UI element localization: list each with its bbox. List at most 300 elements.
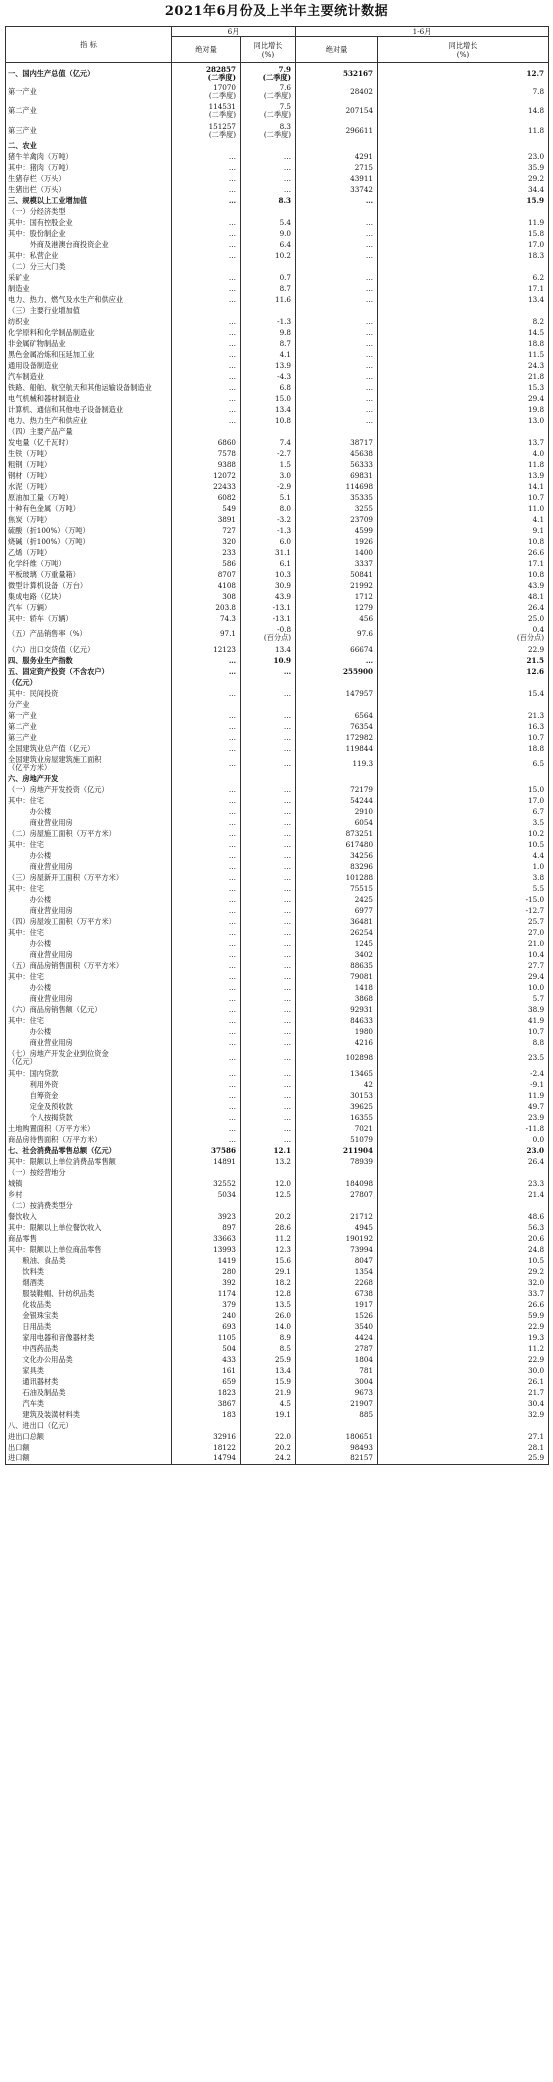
- h1-growth-value: 14.5: [528, 328, 545, 337]
- month-growth-value: 11.2: [275, 1233, 292, 1243]
- month-growth-value-cell: [241, 655, 296, 666]
- row-label: （六）出口交货值（亿元）: [8, 644, 95, 654]
- month-growth-value: …: [283, 758, 292, 768]
- h1-growth-value-cell: [378, 710, 549, 721]
- table-row: [6, 1027, 549, 1038]
- month-growth-value: 28.6: [275, 1222, 292, 1232]
- month-absolute-value-cell: [172, 1431, 241, 1442]
- row-label-cell: [6, 449, 172, 460]
- row-label-cell: [6, 262, 172, 273]
- table-row: [6, 1049, 549, 1069]
- h1-growth-value-cell: [378, 1332, 549, 1343]
- table-row: [6, 196, 549, 207]
- month-growth-value-cell: [241, 950, 296, 961]
- row-label-cell: [6, 961, 172, 972]
- month-growth-value-cell: [241, 1420, 296, 1431]
- row-label-cell: [6, 1409, 172, 1420]
- month-absolute-value: …: [228, 284, 236, 293]
- table-row: [6, 449, 549, 460]
- month-growth-value: …: [283, 1112, 292, 1122]
- month-absolute-value-cell: [172, 1321, 241, 1332]
- h1-absolute-value-cell: [296, 1310, 378, 1321]
- month-growth-value: 20.2: [275, 1442, 292, 1452]
- h1-growth-value: 13.4: [528, 295, 545, 304]
- month-growth-value: 22.0: [275, 1431, 292, 1441]
- h1-absolute-value: 9673: [354, 1387, 374, 1397]
- month-absolute-value: …: [228, 163, 236, 172]
- month-absolute-value: 13993: [213, 1244, 236, 1254]
- month-growth-value: …: [283, 950, 292, 959]
- h1-growth-value-cell: [378, 537, 549, 548]
- h1-absolute-value-cell: [296, 383, 378, 394]
- h1-absolute-value-cell: [296, 1365, 378, 1376]
- h1-absolute-header: 绝对量: [296, 37, 378, 63]
- month-absolute-value: 17070: [213, 82, 236, 92]
- h1-absolute-value: …: [365, 372, 374, 381]
- h1-absolute-value-cell: [296, 361, 378, 372]
- table-row: [6, 328, 549, 339]
- table-row: [6, 460, 549, 471]
- month-growth-label: 同比增长: [253, 40, 283, 50]
- row-label-cell: [6, 862, 172, 873]
- month-growth-value-cell: [241, 1016, 296, 1027]
- month-header: 6月: [172, 27, 296, 37]
- month-growth-value-cell: [241, 1027, 296, 1038]
- month-absolute-value: 282857: [205, 64, 236, 74]
- month-absolute-value: …: [228, 405, 236, 414]
- table-row: [6, 983, 549, 994]
- month-absolute-value-cell: [172, 526, 241, 537]
- month-growth-value-cell: [241, 1387, 296, 1398]
- month-absolute-value-cell: [172, 273, 241, 284]
- h1-growth-value: 11.8: [528, 460, 545, 469]
- month-absolute-value-cell: [172, 862, 241, 873]
- h1-absolute-value-cell: [296, 1145, 378, 1156]
- month-growth-value-cell: [241, 438, 296, 449]
- h1-absolute-value: 617480: [345, 840, 374, 849]
- h1-absolute-value: …: [365, 328, 374, 337]
- month-absolute-value-cell: [172, 482, 241, 493]
- h1-absolute-value-cell: [296, 504, 378, 515]
- h1-absolute-value: …: [365, 383, 374, 392]
- h1-absolute-value: 92931: [350, 1005, 374, 1014]
- month-growth-value-cell: [241, 1266, 296, 1277]
- month-absolute-value: …: [228, 972, 236, 981]
- row-label: （七）房地产开发企业到位资金: [8, 1049, 109, 1059]
- row-label: 其中：轿车（万辆）: [8, 614, 73, 623]
- h1-absolute-value-cell: [296, 1321, 378, 1332]
- month-growth-value-cell: [241, 1112, 296, 1123]
- month-growth-value: -0.8: [277, 625, 292, 635]
- h1-absolute-value-cell: [296, 295, 378, 306]
- month-absolute-value: …: [228, 851, 236, 860]
- table-row: [6, 273, 549, 284]
- row-label-cell: [6, 655, 172, 666]
- month-growth-value: …: [283, 1016, 292, 1025]
- row-label-cell: [6, 82, 172, 102]
- table-row: [6, 928, 549, 939]
- month-growth-value: 9.8: [279, 328, 292, 337]
- month-growth-value-cell: [241, 1079, 296, 1090]
- month-growth-value: …: [283, 174, 292, 183]
- month-absolute-value: 897: [222, 1222, 236, 1232]
- h1-absolute-value-cell: [296, 950, 378, 961]
- month-growth-value: 8.7: [279, 339, 292, 348]
- month-absolute-value: …: [228, 939, 236, 948]
- row-label-cell: [6, 1016, 172, 1027]
- h1-absolute-value: …: [365, 196, 374, 205]
- table-row: [6, 1431, 549, 1442]
- month-growth-value-cell: [241, 1156, 296, 1167]
- h1-absolute-value: 23709: [350, 515, 374, 524]
- h1-growth-value: 59.9: [528, 1310, 545, 1320]
- table-row: [6, 666, 549, 677]
- h1-absolute-value-cell: [296, 1211, 378, 1222]
- month-absolute-value: 14891: [213, 1156, 236, 1166]
- h1-growth-value: 15.8: [528, 229, 545, 238]
- month-growth-value-cell: [241, 917, 296, 928]
- table-row: [6, 1442, 549, 1453]
- month-growth-value: …: [283, 732, 292, 742]
- month-absolute-value-cell: [172, 807, 241, 818]
- row-label: （三）主要行业增加值: [8, 306, 80, 315]
- month-growth-value-cell: [241, 306, 296, 317]
- h1-absolute-value: 51079: [350, 1134, 374, 1144]
- table-row: [6, 295, 549, 306]
- month-absolute-value-cell: [172, 1299, 241, 1310]
- h1-absolute-value-cell: [296, 449, 378, 460]
- h1-absolute-value: 54244: [350, 796, 374, 805]
- month-growth-value: …: [283, 152, 292, 161]
- month-growth-value-cell: [241, 163, 296, 174]
- h1-absolute-value-cell: [296, 1134, 378, 1145]
- h1-growth-value-cell: [378, 350, 549, 361]
- h1-absolute-value-cell: [296, 1255, 378, 1266]
- month-growth-value: …: [283, 1134, 292, 1144]
- row-label-cell: [6, 1365, 172, 1376]
- month-growth-value: 10.2: [275, 251, 292, 260]
- row-label: （四）房屋竣工面积（万平方米）: [8, 917, 116, 926]
- h1-absolute-value-cell: [296, 185, 378, 196]
- row-label: 商业营业用房: [8, 862, 73, 871]
- month-growth-value: …: [283, 163, 292, 172]
- month-absolute-value: …: [228, 1079, 236, 1089]
- month-absolute-value-cell: [172, 240, 241, 251]
- row-label: 汽车制造业: [8, 372, 44, 381]
- month-absolute-value-cell: [172, 666, 241, 677]
- row-label: 其中：民间投资: [8, 688, 59, 698]
- row-label-cell: [6, 196, 172, 207]
- month-growth-value: 21.9: [275, 1387, 292, 1397]
- month-absolute-value: 1823: [217, 1387, 236, 1397]
- h1-growth-value-cell: [378, 163, 549, 174]
- table-row: [6, 1167, 549, 1178]
- h1-growth-value: 33.7: [528, 1288, 545, 1298]
- h1-absolute-value-cell: [296, 1200, 378, 1211]
- month-growth-value: …: [283, 961, 292, 970]
- h1-growth-value: 19.3: [528, 1332, 545, 1342]
- row-label-cell: [6, 493, 172, 504]
- month-absolute-value: 12072: [213, 471, 236, 480]
- month-absolute-value: …: [228, 1016, 236, 1025]
- row-label-cell: [6, 1398, 172, 1409]
- table-row: [6, 262, 549, 273]
- table-row: [6, 1005, 549, 1016]
- month-growth-value: 24.2: [275, 1453, 292, 1463]
- h1-growth-value: 11.8: [528, 125, 545, 135]
- month-absolute-value-cell: [172, 82, 241, 102]
- h1-absolute-value-cell: [296, 1387, 378, 1398]
- month-growth-value-cell: [241, 732, 296, 743]
- month-growth-value-cell: [241, 1178, 296, 1189]
- h1-growth-value-cell: [378, 1354, 549, 1365]
- h1-growth-value-cell: [378, 416, 549, 427]
- month-growth-value-cell: [241, 1299, 296, 1310]
- row-label: （五）产品销售率（%）: [8, 629, 87, 639]
- h1-absolute-value: 21712: [350, 1211, 374, 1221]
- table-body: [6, 63, 549, 1465]
- h1-absolute-value: 255900: [343, 666, 374, 676]
- h1-growth-value: 9.1: [532, 526, 545, 535]
- table-row: [6, 559, 549, 570]
- month-growth-value: …: [283, 895, 292, 904]
- month-absolute-value-cell: [172, 163, 241, 174]
- table-row: [6, 1321, 549, 1332]
- month-absolute-value-cell: [172, 449, 241, 460]
- row-label-cell: [6, 350, 172, 361]
- table-row: [6, 1332, 549, 1343]
- row-label: 乡村: [8, 1189, 23, 1199]
- month-growth-value: 13.2: [275, 1156, 292, 1166]
- h1-growth-value: 26.6: [528, 1299, 545, 1309]
- h1-absolute-value: 2715: [354, 163, 374, 172]
- h1-growth-value: 23.0: [526, 1145, 545, 1155]
- month-absolute-value-cell: [172, 939, 241, 950]
- h1-growth-value-cell: [378, 1189, 549, 1200]
- h1-absolute-value-cell: [296, 851, 378, 862]
- month-growth-value-cell: [241, 721, 296, 732]
- month-growth-value: …: [283, 1101, 292, 1111]
- month-absolute-value: …: [228, 328, 236, 337]
- h1-growth-value-cell: [378, 339, 549, 350]
- row-label: 全国建筑业总产值（亿元）: [8, 743, 95, 753]
- row-label-cell: [6, 1167, 172, 1178]
- row-label: 乙烯（万吨）: [8, 548, 52, 557]
- month-absolute-value: …: [228, 796, 236, 805]
- month-absolute-value: …: [228, 1005, 236, 1014]
- table-row: [6, 840, 549, 851]
- month-growth-value: 4.5: [279, 1398, 292, 1408]
- month-growth-value: …: [283, 829, 292, 838]
- h1-growth-value-cell: [378, 1310, 549, 1321]
- table-row: [6, 1376, 549, 1387]
- row-label: （六）商品房销售额（亿元）: [8, 1005, 102, 1014]
- month-growth-value: 10.3: [275, 570, 292, 579]
- row-label-cell: [6, 743, 172, 754]
- month-absolute-value-cell: [172, 721, 241, 732]
- table-row: [6, 82, 549, 102]
- month-absolute-value: …: [228, 906, 236, 915]
- h1-growth-value-cell: [378, 295, 549, 306]
- row-label: 其中：住宅: [8, 972, 44, 981]
- month-growth-value-cell: [241, 1049, 296, 1069]
- row-label-cell: [6, 1244, 172, 1255]
- row-label: 办公楼: [8, 983, 52, 992]
- table-row: [6, 229, 549, 240]
- month-growth-value-cell: [241, 339, 296, 350]
- table-row: [6, 1266, 549, 1277]
- h1-absolute-value-cell: [296, 273, 378, 284]
- row-label: 生猪存栏（万头）: [8, 174, 66, 183]
- month-absolute-value: 32916: [213, 1431, 236, 1441]
- h1-absolute-value-cell: [296, 592, 378, 603]
- h1-growth-value: 49.7: [528, 1101, 545, 1111]
- h1-absolute-value-cell: [296, 743, 378, 754]
- h1-absolute-value-cell: [296, 328, 378, 339]
- month-absolute-value-cell: [172, 732, 241, 743]
- month-absolute-value-cell: [172, 493, 241, 504]
- h1-growth-value: 23.0: [528, 152, 545, 161]
- row-label-cell: [6, 581, 172, 592]
- table-row: [6, 743, 549, 754]
- h1-growth-value: 8.8: [532, 1038, 545, 1047]
- month-absolute-value-cell: [172, 185, 241, 196]
- month-growth-value: …: [283, 928, 292, 937]
- month-absolute-value-cell: [172, 405, 241, 416]
- h1-growth-value: 35.9: [528, 163, 545, 172]
- table-row: [6, 416, 549, 427]
- month-growth-value-cell: [241, 240, 296, 251]
- month-growth-value: 12.8: [275, 1288, 292, 1298]
- h1-growth-value-cell: [378, 1112, 549, 1123]
- month-growth-value-cell: [241, 449, 296, 460]
- h1-growth-value: 10.8: [528, 570, 545, 579]
- month-absolute-value-cell: [172, 196, 241, 207]
- month-absolute-value-cell: [172, 152, 241, 163]
- h1-growth-value: 22.9: [528, 1321, 545, 1331]
- row-label: 其中：私营企业: [8, 251, 59, 260]
- month-absolute-value: 6082: [217, 493, 236, 502]
- h1-growth-value-cell: [378, 482, 549, 493]
- month-growth-value: 4.1: [279, 350, 292, 359]
- h1-growth-value: 18.8: [528, 743, 545, 753]
- h1-growth-value: 4.1: [532, 515, 545, 524]
- h1-absolute-value: …: [365, 339, 374, 348]
- month-growth-value: -1.3: [277, 317, 292, 326]
- month-absolute-value-cell: [172, 1211, 241, 1222]
- h1-growth-value-cell: [378, 102, 549, 122]
- row-label: 集成电路（亿块）: [8, 592, 66, 601]
- month-growth-value: 7.6: [279, 82, 292, 92]
- row-label-cell: [6, 515, 172, 526]
- month-growth-value: …: [283, 851, 292, 860]
- month-growth-value: 14.0: [275, 1321, 292, 1331]
- row-label-cell: [6, 1387, 172, 1398]
- row-label: 猪牛羊禽肉（万吨）: [8, 152, 73, 161]
- month-absolute-value: 33663: [213, 1233, 236, 1243]
- month-growth-value-cell: [241, 851, 296, 862]
- month-absolute-value: …: [228, 372, 236, 381]
- h1-growth-value-cell: [378, 273, 549, 284]
- h1-absolute-value-cell: [296, 1376, 378, 1387]
- month-absolute-value-cell: [172, 1343, 241, 1354]
- row-label-cell: [6, 1005, 172, 1016]
- h1-growth-value: -11.8: [525, 1123, 545, 1133]
- month-absolute-value-cell: [172, 829, 241, 840]
- h1-absolute-value: 50841: [350, 570, 374, 579]
- h1-growth-value-cell: [378, 1431, 549, 1442]
- h1-growth-value-cell: [378, 743, 549, 754]
- table-row: [6, 152, 549, 163]
- h1-growth-value: 5.5: [532, 884, 545, 893]
- row-label: 黑色金属冶炼和压延加工业: [8, 350, 95, 359]
- h1-absolute-value: …: [365, 405, 374, 414]
- table-row: [6, 785, 549, 796]
- month-growth-value: …: [283, 185, 292, 194]
- row-label-cell: [6, 63, 172, 83]
- row-label: 生铁（万吨）: [8, 449, 52, 458]
- row-label: 餐饮收入: [8, 1211, 37, 1221]
- month-growth-value-cell: [241, 699, 296, 710]
- row-label-cell: [6, 873, 172, 884]
- h1-growth-value: 5.7: [532, 994, 545, 1003]
- row-label: 八、进出口（亿元）: [8, 1420, 73, 1430]
- h1-absolute-value-cell: [296, 644, 378, 655]
- row-label-cell: [6, 416, 172, 427]
- row-label: 金银珠宝类: [8, 1310, 59, 1320]
- month-growth-value-cell: [241, 688, 296, 699]
- h1-growth-value-cell: [378, 394, 549, 405]
- h1-absolute-value-cell: [296, 174, 378, 185]
- month-growth-value-cell: [241, 1255, 296, 1266]
- h1-growth-value: -2.4: [530, 1068, 545, 1078]
- h1-absolute-value-cell: [296, 493, 378, 504]
- month-absolute-value: …: [228, 1112, 236, 1122]
- month-growth-value: …: [283, 840, 292, 849]
- month-growth-value-cell: [241, 1277, 296, 1288]
- h1-growth-value: 27.1: [528, 1431, 545, 1441]
- statistics-table: [5, 26, 549, 1465]
- row-label-cell: [6, 438, 172, 449]
- month-absolute-value: …: [228, 721, 236, 731]
- row-label: 化妆品类: [8, 1299, 52, 1309]
- month-growth-value-cell: [241, 185, 296, 196]
- h1-absolute-value: 84633: [350, 1016, 374, 1025]
- month-absolute-value-cell: [172, 688, 241, 699]
- h1-absolute-value-cell: [296, 63, 378, 83]
- h1-growth-unit: (%): [456, 49, 470, 59]
- row-label-cell: [6, 592, 172, 603]
- table-row: [6, 655, 549, 666]
- month-absolute-value-cell: [172, 460, 241, 471]
- h1-growth-value-cell: [378, 994, 549, 1005]
- row-label-cell: [6, 372, 172, 383]
- h1-growth-value-cell: [378, 1343, 549, 1354]
- row-label: 商业营业用房: [8, 994, 73, 1003]
- table-row: [6, 207, 549, 218]
- month-growth-value-cell: [241, 537, 296, 548]
- month-absolute-value-cell: [172, 174, 241, 185]
- h1-growth-value: 26.4: [528, 603, 545, 612]
- h1-absolute-value: 69831: [350, 471, 374, 480]
- row-label-cell: [6, 1112, 172, 1123]
- month-absolute-value-cell: [172, 251, 241, 262]
- month-absolute-value-cell: [172, 592, 241, 603]
- h1-growth-value: 17.1: [528, 284, 545, 293]
- month-growth-value-cell: [241, 383, 296, 394]
- h1-absolute-value: 190192: [345, 1233, 374, 1243]
- table-row: [6, 361, 549, 372]
